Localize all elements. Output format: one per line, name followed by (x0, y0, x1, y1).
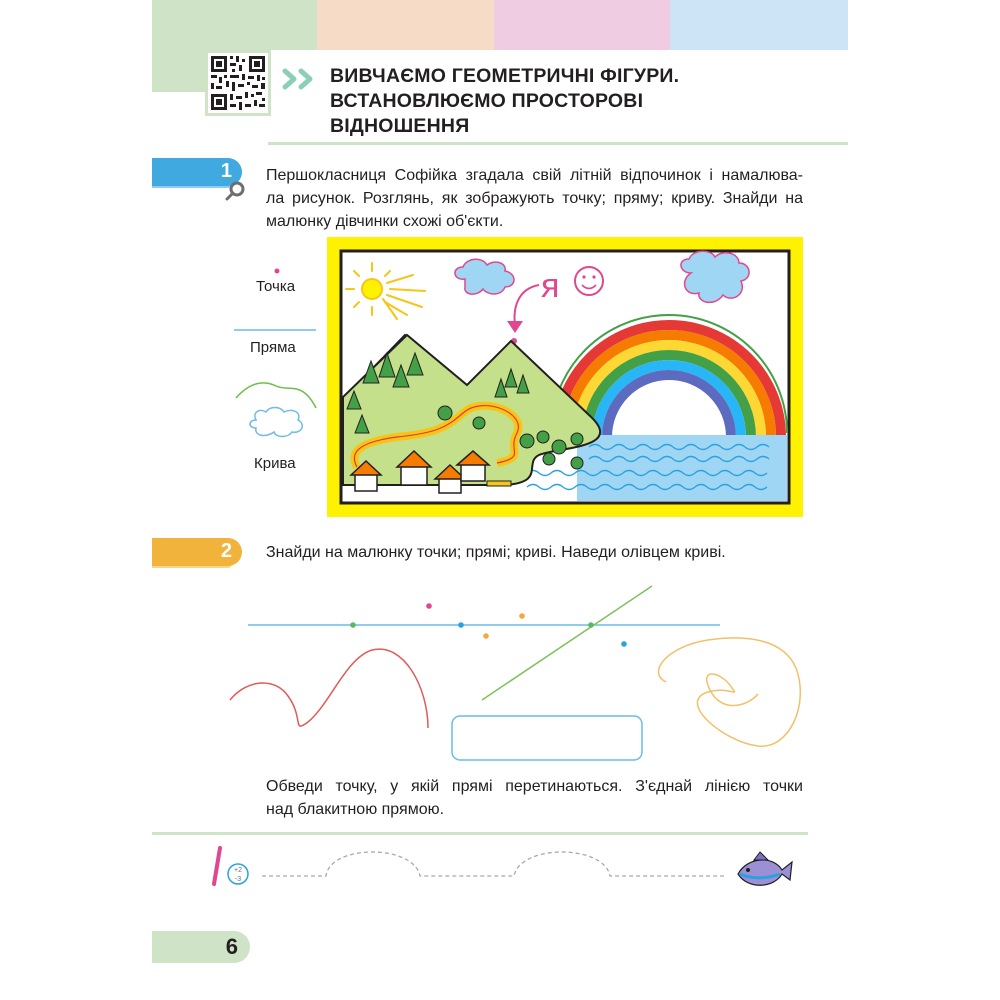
rounded-rectangle (452, 716, 642, 760)
header-band-green-extension (152, 50, 212, 92)
task-2-followup-line: над блакитною прямою. (266, 801, 445, 818)
point-above-line (519, 613, 525, 619)
title-divider (268, 142, 848, 145)
page-title (330, 64, 810, 139)
task-1-text-line: Першокласниця Софійка згадала свій літній відпочинок і намалюва- (266, 167, 803, 184)
tracing-strip (208, 840, 808, 900)
qr-code-icon[interactable] (205, 50, 271, 116)
task-1-text (266, 164, 803, 233)
drawing-letter: я (541, 267, 560, 305)
task-2-followup-text (266, 775, 803, 821)
task-1-text-line: малюнку дівчинки схожі об'єкти. (266, 213, 504, 230)
task-1-number: 1 (220, 160, 232, 182)
point-below-line (483, 633, 489, 639)
dashed-guide (262, 852, 724, 876)
legend-point-label: Точка (256, 278, 296, 295)
task-2-tab (152, 538, 242, 566)
task-2-figure (228, 578, 808, 762)
page-number-tab (152, 931, 250, 963)
legend-line-label: Пряма (250, 339, 296, 356)
double-chevron-icon (282, 68, 318, 90)
pier (487, 481, 511, 486)
pencil-icon (214, 848, 220, 884)
legend-cloud-sample (250, 408, 302, 437)
task-1-text-line: ла рисунок. Розглянь, як зображують точку; пряму; криву. Знайди на (266, 190, 803, 207)
legend-curve-label: Крива (254, 455, 296, 472)
header-band-pink (494, 0, 670, 50)
task-2-text (266, 541, 803, 564)
childs-drawing (327, 237, 803, 517)
task-2-number: 2 (220, 540, 232, 562)
math-badge-top: +2 (234, 867, 242, 874)
page-title-line: ВИВЧАЄМО ГЕОМЕТРИЧНІ ФІГУРИ. (330, 65, 680, 87)
sea (577, 435, 787, 501)
bottom-divider (152, 832, 808, 835)
point-on-line (350, 622, 356, 628)
task-2-text-line: Знайди на малюнку точки; прямі; криві. Наведи олівцем криві. (266, 544, 726, 561)
header-band-green (152, 0, 317, 50)
point-above-line (426, 603, 432, 609)
header-band-peach (317, 0, 494, 50)
page-number: 6 (225, 934, 238, 959)
task-2-followup-line: Обведи точку, у якій прямі перетинаються. З'єднай лінією точки (266, 778, 803, 795)
legend-point-sample (275, 269, 280, 274)
magnifier-icon (224, 180, 246, 202)
math-badge-bottom: -3 (234, 876, 242, 883)
page-title-line: ВІДНОШЕННЯ (330, 115, 470, 137)
red-curve (230, 649, 428, 728)
legend-curve-sample (236, 383, 316, 408)
fish-icon (738, 852, 792, 885)
intersection-point (588, 622, 594, 628)
header-band-blue (670, 0, 848, 50)
orange-curve (658, 638, 800, 746)
point-below-line (621, 641, 627, 647)
point-on-line (458, 622, 464, 628)
page-title-line: ВСТАНОВЛЮЄМО ПРОСТОРОВІ (330, 90, 644, 112)
